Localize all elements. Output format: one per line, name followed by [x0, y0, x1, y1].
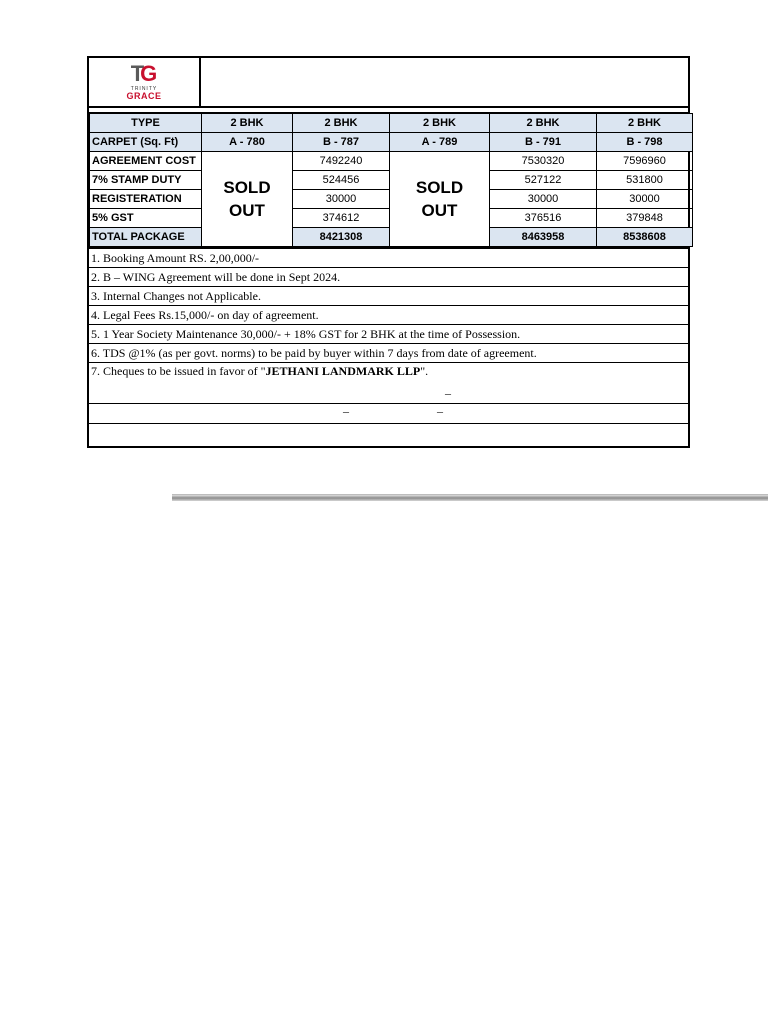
- note-cheques-payee: JETHANI LANDMARK LLP: [265, 364, 421, 378]
- unit-3-sold-out: [390, 152, 490, 247]
- unit-5-registration: 30000: [597, 190, 693, 209]
- note-maintenance: 5. 1 Year Society Maintenance 30,000/- + 18% GST for 2 BHK at the time of Possession.: [89, 325, 688, 344]
- unit-1-sold-out: [202, 152, 293, 247]
- unit-2-carpet: B - 787: [293, 133, 390, 152]
- note-booking-amount: 1. Booking Amount RS. 2,00,000/-: [89, 249, 688, 268]
- note-cheques-prefix: 7. Cheques to be issued in favor of ": [91, 364, 266, 378]
- unit-2-total: 8421308: [293, 228, 390, 247]
- dash-right: –: [437, 404, 443, 418]
- unit-4-registration: 30000: [490, 190, 597, 209]
- logo-letter-t: T: [130, 61, 145, 86]
- note-dash: –: [445, 386, 451, 400]
- note-legal-fees: 4. Legal Fees Rs.15,000/- on day of agreement.: [89, 306, 688, 325]
- note-internal-changes: 3. Internal Changes not Applicable.: [89, 287, 688, 306]
- unit-4-gst: 376516: [490, 209, 597, 228]
- registration-label: REGISTERATION: [90, 190, 202, 209]
- unit-3-sold-out-text: SOLD OUT: [415, 178, 464, 220]
- cost-sheet: [87, 56, 690, 448]
- unit-4-type: 2 BHK: [490, 114, 597, 133]
- unit-5-type: 2 BHK: [597, 114, 693, 133]
- unit-cost-table: [89, 113, 693, 247]
- total-label: TOTAL PACKAGE: [90, 228, 202, 247]
- logo-small-text: TRINITY: [130, 86, 158, 92]
- agreement-label: AGREEMENT COST: [90, 152, 202, 171]
- dash-row: [89, 404, 688, 424]
- type-label: TYPE: [90, 114, 202, 133]
- unit-4-carpet: B - 791: [490, 133, 597, 152]
- unit-5-carpet: B - 798: [597, 133, 693, 152]
- terms-list: [89, 247, 688, 446]
- sheet-header: [89, 58, 688, 108]
- unit-2-gst: 374612: [293, 209, 390, 228]
- note-agreement-date: 2. B – WING Agreement will be done in Sept 2024.: [89, 268, 688, 287]
- note-cheques-suffix: ".: [420, 364, 429, 378]
- unit-4-total: 8463958: [490, 228, 597, 247]
- unit-2-stamp: 524456: [293, 171, 390, 190]
- empty-row: [89, 424, 688, 446]
- logo-letter-g: G: [140, 61, 158, 86]
- note-cheques: [89, 363, 688, 404]
- agreement-row: [90, 152, 693, 171]
- brand-logo: [89, 58, 201, 106]
- horizontal-rule: [172, 494, 768, 501]
- unit-5-stamp: 531800: [597, 171, 693, 190]
- unit-5-total: 8538608: [597, 228, 693, 247]
- logo-mark: [131, 63, 158, 85]
- stamp-label: 7% STAMP DUTY: [90, 171, 202, 190]
- unit-2-type: 2 BHK: [293, 114, 390, 133]
- unit-3-type: 2 BHK: [390, 114, 490, 133]
- unit-4-agreement: 7530320: [490, 152, 597, 171]
- logo-brand-name: GRACE: [126, 91, 162, 101]
- unit-4-stamp: 527122: [490, 171, 597, 190]
- unit-3-carpet: A - 789: [390, 133, 490, 152]
- unit-5-agreement: 7596960: [597, 152, 693, 171]
- note-tds: 6. TDS @1% (as per govt. norms) to be paid by buyer within 7 days from date of agreement.: [89, 344, 688, 363]
- gst-label: 5% GST: [90, 209, 202, 228]
- dash-left: –: [343, 404, 349, 418]
- header-blank-cell: [201, 58, 688, 106]
- carpet-row: [90, 133, 693, 152]
- unit-2-agreement: 7492240: [293, 152, 390, 171]
- unit-5-gst: 379848: [597, 209, 693, 228]
- unit-1-carpet: A - 780: [202, 133, 293, 152]
- carpet-label: CARPET (Sq. Ft): [90, 133, 202, 152]
- unit-1-type: 2 BHK: [202, 114, 293, 133]
- unit-1-sold-out-text: SOLD OUT: [223, 178, 271, 220]
- unit-2-registration: 30000: [293, 190, 390, 209]
- type-row: [90, 114, 693, 133]
